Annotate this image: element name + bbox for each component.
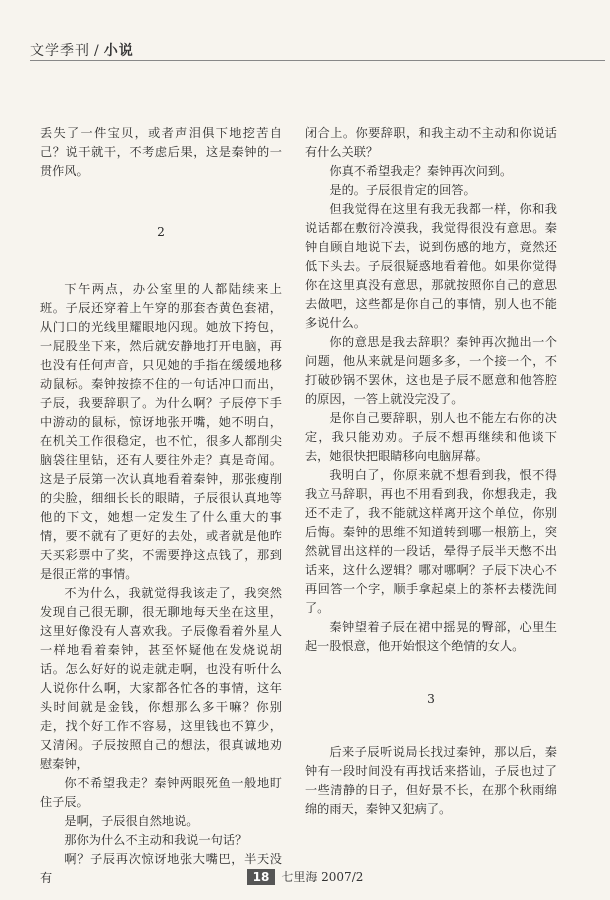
section-number: 2 [157, 225, 165, 239]
paragraph: 你不希望我走？秦钟两眼死鱼一般地盯住子辰。 [40, 776, 282, 809]
paragraph: 是你自己要辞职，别人也不能左右你的决定，我只能劝劝。子辰不想再继续和他谈下去，她很快把眼睛移向电脑屏幕。 [305, 411, 557, 463]
footer-issue: 2007/2 [321, 870, 364, 884]
journal-name: 文学季刊 [30, 43, 90, 59]
header-rule [30, 60, 605, 61]
paragraph: 那你为什么不主动和我说一句话？ [64, 833, 248, 847]
page-number: 18 [247, 869, 276, 885]
paragraph: 但我觉得在这里有我无我都一样，你和我说话都在敷衍冷漠我，我觉得很没有意思。秦钟自顾自地说下去，说到伤感的地方，竟然还低下头去。子辰很疑惑地看着他。如果你觉得你在这里真没有意思，那就按照你自己的意思去做吧，这些都是你自己的事情，别人也不能多说什么。 [305, 202, 557, 330]
paragraph: 下午两点，办公室里的人都陆续来上班。子辰还穿着上午穿的那套杏黄色套裙，从门口的光线里耀眼地闪现。她放下挎包，一屁股坐下来，然后就安静地打开电脑，再也没有任何声音，只见她的手指在缓缓地移动鼠标。秦钟按捺不住的一句话冲口而出，子辰，我要辞职了。为什么啊？子辰停下手中游动的鼠标，惊讶地张开嘴，她不明白，在机关工作很稳定，也不忙，很多人都削尖脑袋往里钻，还有人要往外走？真是奇闻。这是子辰第一次认真地看着秦钟，那张瘦削的尖脸，细细长长的眼睛，子辰很认真地等他的下文，她想一定发生了什么重大的事情，要不就有了更好的去处，或者就是他昨天买彩票中了奖，不需要挣这点钱了，那到是很正常的事情。 [40, 282, 282, 581]
paragraph: 不为什么，我就觉得我该走了，我突然发现自己很无聊，很无聊地每天坐在这里，这里好像没有人喜欢我。子辰像看着外星人一样地看着秦钟，甚至怀疑他在发烧说胡话。怎么好好的说走就走啊，也没有听什么人说你什么啊，大家都各忙各的事情，这年头时间就是金钱，你想那么多干嘛？你别走，找个好工作不容易，这里钱也不算少，又清闲。子辰按照自己的想法，很真诚地劝慰秦钟， [40, 586, 282, 771]
paragraph: 丢失了一件宝贝，或者声泪俱下地挖苦自己？说干就干，不考虑后果，这是秦钟的一贯作风。 [40, 126, 282, 178]
footer-journal: 七里海 [281, 870, 318, 884]
paragraph: 后来子辰听说局长找过秦钟，那以后，秦钟有一段时间没有再找话来搭讪，子辰也过了一些清静的日子，但好景不长，在那个秋雨绵绵的雨天，秦钟又犯病了。 [305, 745, 557, 816]
paragraph: 你的意思是我去辞职？秦钟再次抛出一个问题，他从来就是问题多多，一个接一个，不打破砂锅不罢休，这也是子辰不愿意和他答腔的原因，一答上就没完没了。 [305, 335, 557, 406]
header-separator: / [94, 43, 100, 59]
left-column [40, 124, 282, 888]
section-name: 小说 [103, 43, 134, 59]
right-column [305, 124, 557, 819]
section-number: 3 [427, 692, 435, 706]
running-header [30, 40, 134, 60]
paragraph: 是的。子辰很肯定的回答。 [329, 183, 476, 197]
paragraph: 我明白了，你原来就不想看到我，恨不得我立马辞职，再也不用看到我，你想我走，我还不走了，我不能就这样离开这个单位，你别后悔。秦钟的思维不知道转到哪一根筋上，突然就冒出这样的一段话，晕得子辰半天憋不出话来，这什么逻辑？哪对哪啊？子辰下决心不再回答一个字，顺手拿起桌上的茶杯去楼洗间了。 [305, 468, 557, 615]
page-footer [0, 868, 610, 885]
paragraph: 是啊，子辰很自然地说。 [64, 814, 199, 828]
paragraph: 啊？子辰再次惊讶地张大嘴巴，半天没有 [40, 852, 282, 885]
paragraph: 秦钟望着子辰在裙中摇晃的臀部，心里生起一股恨意，他开始恨这个绝情的女人。 [305, 620, 557, 653]
paragraph: 你真不希望我走？秦钟再次问到。 [329, 164, 513, 178]
paragraph: 闭合上。你要辞职，和我主动不主动和你说话有什么关联？ [305, 126, 557, 159]
